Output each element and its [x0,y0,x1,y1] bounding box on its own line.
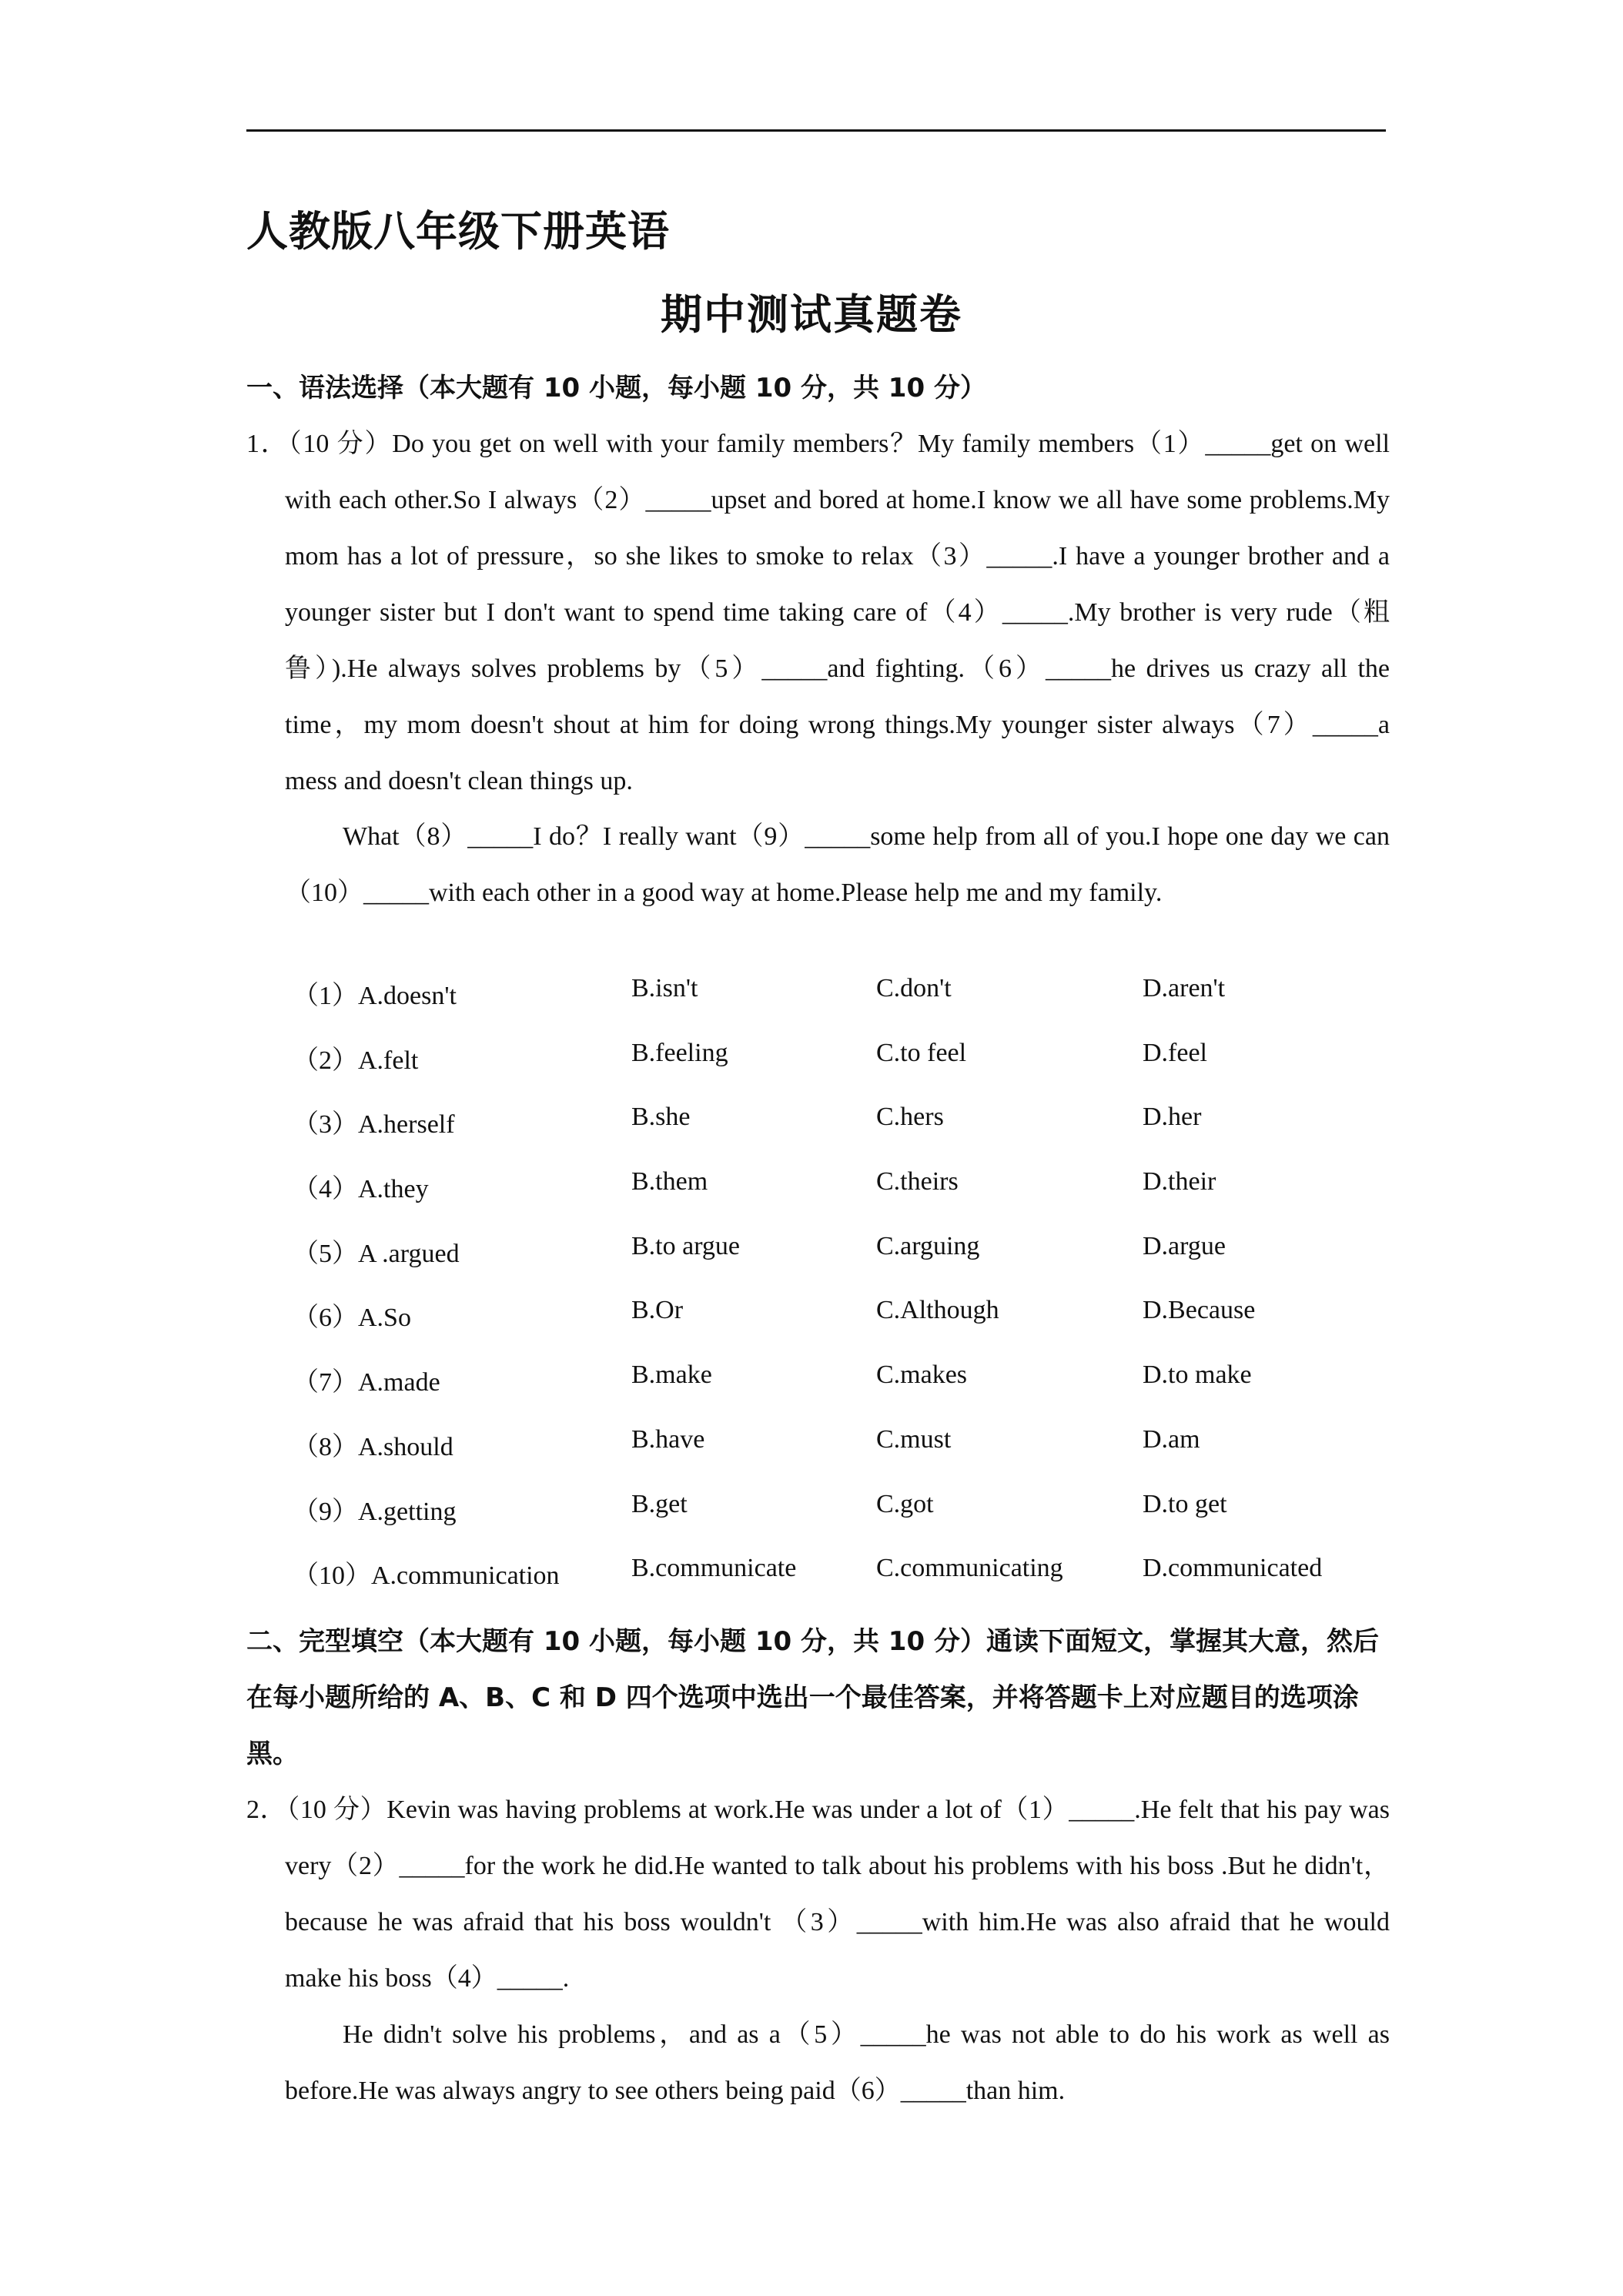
option-c: C.makes [876,1361,968,1390]
option-d: D.aren't [1143,974,1226,1002]
question-1-number: 1．（10 分） [246,430,393,458]
question-1-text: Do you get on well with your family members？My family members（1）_____get on well with each other.So I always（2）_____upset and bored at home.I know we all have some problems.My mom has a lot of pressure，so she likes to smoke to relax（3）_____.I have a younger brother and a younger sister but I don't want to spend time taking care of（4）_____.My brother is very rude（粗鲁）).He always solves problems by（5）_____and fighting.（6）_____he drives us crazy all the time，my mom doesn't shout at him for doing wrong things.My younger sister always（7）_____a mess and doesn't clean things up. [285,430,1390,795]
book-title: 人教版八年级下册英语 [246,207,670,256]
option-b: B.she [631,1103,691,1132]
option-a: （8）A.should [293,1432,453,1461]
option-d: D.argue [1143,1231,1226,1260]
option-c: C.theirs [876,1167,959,1197]
question-1-passage-2: What（8）_____I do？I really want（9）_____some help from all of you.I hope one day we can（10）_____with each other in a good way at home.Please help me and my family. [285,822,1390,907]
option-a: （7）A.made [293,1368,440,1397]
option-a: （10）A.communication [293,1561,560,1591]
option-b: B.to argue [631,1231,741,1260]
option-a: （2）A.felt [293,1046,419,1075]
option-a: （9）A.getting [293,1497,457,1526]
option-b: B.have [631,1424,705,1454]
option-b: B.feeling [631,1038,728,1067]
option-b: B.Or [631,1296,684,1325]
option-a: （4）A.they [293,1175,429,1204]
question-2-passage-2: He didn't solve his problems，and as a（5）_____he was not able to do his work as well as before.He was always angry to see others being paid（6）_____than him. [285,2020,1390,2105]
option-a: （1）A.doesn't [293,982,457,1010]
section-1-heading: 一、语法选择（本大题有 10 小题，每小题 10 分，共 10 分） [246,373,986,403]
question-1-passage [246,416,1390,809]
option-b: B.them [631,1167,708,1197]
option-d: D.communicated [1143,1554,1323,1583]
question-2-number: 2．（10 分） [246,1796,387,1824]
option-a: （6）A.So [293,1304,411,1333]
option-c: C.got [876,1489,934,1518]
option-a: （3）A.herself [293,1110,455,1140]
option-b: B.make [631,1361,712,1390]
option-d: D.their [1143,1167,1216,1197]
question-2-text: Kevin was having problems at work.He was under a lot of（1）_____.He felt that his pay was very（2）_____for the work he did.He wanted to talk about his problems with his boss .But he didn't，because he was afraid that his boss wouldn't （3）_____with him.He was also afraid that he would make his boss（4）_____. [285,1796,1390,1993]
top-rule [246,129,1386,132]
option-c: C.hers [876,1103,944,1132]
exam-title: 期中测试真题卷 [661,290,962,339]
option-c: C.to feel [876,1038,967,1067]
option-d: D.her [1143,1103,1202,1132]
option-c: C.Although [876,1296,999,1325]
option-c: C.arguing [876,1231,980,1260]
section-2-heading: 二、完型填空（本大题有 10 小题，每小题 10 分，共 10 分）通读下面短文，掌握其大意，然后在每小题所给的 A、B、C 和 D 四个选项中选出一个最佳答案，并将答题卡上对应题目的选项涂黑。 [246,1626,1379,1769]
option-c: C.don't [876,974,952,1002]
option-b: B.get [631,1489,688,1518]
option-b: B.isn't [631,974,698,1002]
question-2-passage [246,1782,1390,2006]
option-d: D.am [1143,1424,1200,1454]
option-a: （5）A .argued [293,1239,460,1268]
option-b: B.communicate [631,1554,797,1583]
option-d: D.to get [1143,1489,1227,1518]
option-d: D.to make [1143,1361,1252,1390]
option-c: C.communicating [876,1554,1063,1583]
option-d: D.Because [1143,1296,1256,1325]
option-c: C.must [876,1424,952,1454]
option-d: D.feel [1143,1038,1208,1067]
